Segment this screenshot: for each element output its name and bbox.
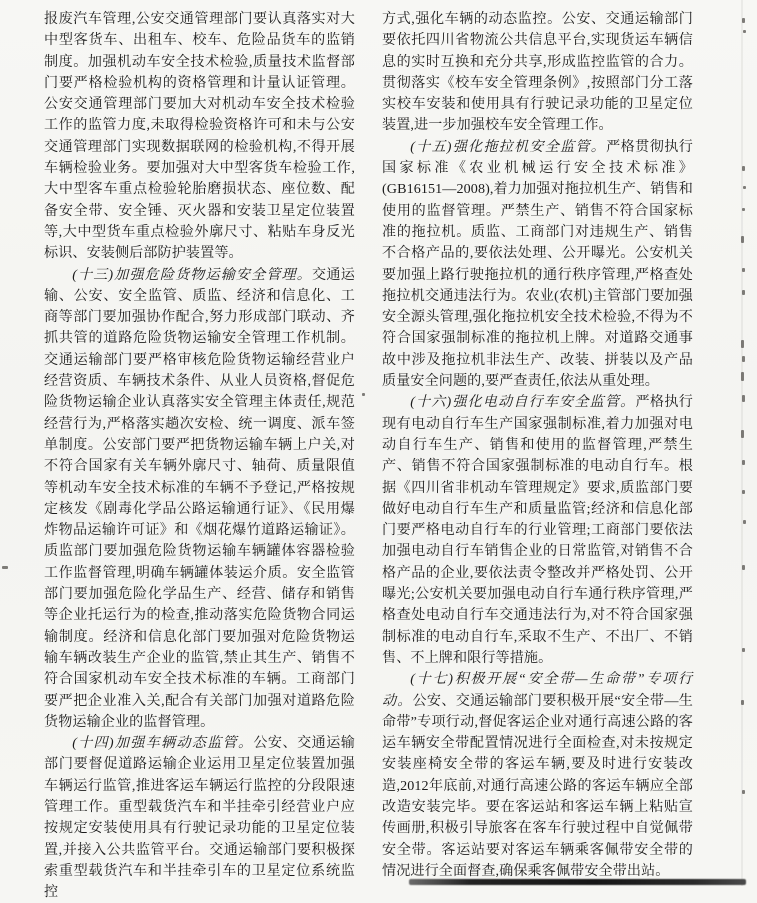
section-17-body: 公安、交通运输部门要积极开展“安全带—生命带”专项行动,督促客运企业对通行高速公路的客运车辆安全带配置情况进行全面检查,对未按规定安装座椅安全带的客运车辆,要及时进行安装改造,2012年底前,对通行高速公路的客运车辆应全部改造安装完毕。要在客运站和客运车辆上粘贴宣传画册,积极引导旅客在客车行驶过程中自觉佩带安全带。客运站要对客运车辆乘客佩带安全带的情况进行全面督查,确保乘客佩带安全带出站。 — [382, 692, 693, 879]
scan-speck — [741, 236, 744, 243]
left-text-column — [44, 9, 355, 903]
scan-speck — [741, 430, 744, 438]
paragraph-section-14 — [44, 733, 355, 903]
scan-speck — [742, 490, 745, 494]
paragraph-section-16 — [382, 392, 693, 669]
paragraph-continuation-scrap-vehicles — [44, 9, 355, 265]
section-14-body: 公安、交通运输部门要督促道路运输企业运用卫星定位装置加强车辆运行监管,推进客运车辆运行监控的分段限速管理工作。重型载货汽车和半挂牵引经营业户应按规定安装使用具有行驶记录功能的卫星定位装置,并接入公共监管平台。交通运输部门要积极探索重型载货汽车和半挂牵引车的卫星定位系统监控 — [44, 735, 355, 901]
scan-speck — [742, 268, 745, 272]
scan-speck — [743, 520, 746, 524]
paragraph-text: 报废汽车管理,公安交通管理部门要认真落实对大中型客货车、出租车、校车、危险品货车的监销制度。加强机动车安全技术检验,质量技术监督部门要严格检验机构的资格管理和计量认证管理。公安交通管理部门要加大对机动车安全技术检验工作的监管力度,未取得检验资格许可和未与公安交通管理部门实现数据联网的检验机构,不得开展车辆检验业务。要加强对大中型客货车检验工作,大中型客车重点检验轮胎磨损状态、座位数、配备安全带、安全锤、灭火器和安装卫星定位装置等,大中型货车重点检验外廓尺寸、粘贴车身反光标识、安装侧后部防护装置等。 — [44, 11, 355, 262]
scan-speck — [743, 30, 746, 33]
scan-speck — [743, 186, 746, 189]
scan-speck — [742, 166, 745, 171]
section-14-heading: (十四)加强车辆动态监管。 — [72, 735, 254, 752]
paragraph-continuation-dynamic-monitoring — [382, 9, 693, 137]
scan-speck — [742, 460, 745, 465]
scan-artifact-bottom-bar — [409, 879, 746, 885]
scan-speck — [741, 700, 744, 705]
scan-speck — [742, 790, 745, 794]
paragraph-section-13 — [44, 265, 355, 734]
paragraph-text: 方式,强化车辆的动态监控。公安、交通运输部门要依托四川省物流公共信息平台,实现货运车辆信息的实时互换和充分共享,形成监控监管的合力。贯彻落实《校车安全管理条例》,按照部门分工落实校车安装和使用具有行驶记录功能的卫星定位装置,进一步加强校车安全管理工作。 — [382, 11, 693, 134]
right-text-column — [382, 9, 693, 882]
scan-speck — [742, 18, 745, 23]
scan-speck — [742, 208, 745, 211]
scan-speck — [741, 340, 744, 348]
scan-speck — [742, 290, 745, 295]
section-16-heading: (十六)强化电动自行车安全监管。 — [410, 394, 636, 411]
scan-page-edge-shadow — [741, 0, 743, 886]
scan-speck — [741, 372, 744, 381]
section-17-heading: (十七)积极开展“安全带—生命带”专项行动。 — [382, 671, 693, 709]
scan-speck — [742, 648, 745, 652]
section-16-body: 严格执行现有电动自行车生产国家强制标准,着力加强对电动自行车生产、销售和使用的监督管理,严禁生产、销售不符合国家强制标准的电动自行车。根据《四川省非机动车管理规定》要求,质监部门要做好电动自行车生产和质量监管;经济和信息化部门要严格电动自行车的行业管理;工商部门要依法加强电动自行车销售企业的日常监管,对销售不合格产品的企业,要依法责令整改并严格处罚、公开曝光;公安机关要加强电动自行车通行秩序管理,严格查处电动自行车交通违法行为,对不符合国家强制标准的电动自行车,采取不生产、不出厂、不销售、不上牌和限行等措施。 — [382, 394, 693, 666]
scan-speck — [742, 356, 745, 362]
section-15-body: 严格贯彻执行国家标准《农业机械运行安全技术标准》(GB16151—2008),着力加强对拖拉机生产、销售和使用的监督管理。严禁生产、销售不符合国家标准的拖拉机。质监、工商部门对违规生产、销售不合格产品的,要依法处理、公开曝光。公安机关要加强上路行驶拖拉机的通行秩序管理,严格查处拖拉机交通违法行为。农业(农机)主管部门要加强安全源头管理,强化拖拉机安全技术检验,不得为不符合国家强制标准的拖拉机上牌。对道路交通事故中涉及拖拉机非法生产、改装、拼装以及产品质量安全问题的,要严查责任,依法从重处理。 — [382, 138, 693, 390]
scan-speck — [362, 393, 365, 396]
scan-speck — [742, 395, 745, 402]
section-13-heading: (十三)加强危险货物运输安全管理。 — [72, 266, 312, 283]
paragraph-section-15 — [382, 137, 693, 393]
paragraph-section-17 — [382, 669, 693, 882]
section-15-heading: (十五)强化拖拉机安全监管。 — [410, 138, 607, 155]
scan-speck — [742, 565, 745, 570]
section-13-body: 交通运输、公安、安全监管、质监、经济和信息化、工商等部门要加强协作配合,努力形成部门联动、齐抓共管的道路危险货物运输安全管理工作机制。交通运输部门要严格审核危险货物运输经营业户经营资质、车辆技术条件、从业人员资格,督促危险货物运输企业认真落实安全管理主体责任,规范经营行为,严格落实趟次安检、统一调度、派车签单制度。公安部门要严把货物运输车辆上户关,对不符合国家有关车辆外廓尺寸、轴荷、质量限值等机动车安全技术标准的车辆不予登记,严格按规定核发《剧毒化学品公路运输通行证》、《民用爆炸物品运输许可证》和《烟花爆竹道路运输证》。质监部门要加强危险货物运输车辆罐体容器检验工作监督管理,明确车辆罐体装运介质。安全监管部门要加强危险化学品生产、经营、储存和销售等企业托运行为的检查,推动落实危险货物合同运输制度。经济和信息化部门要加强对危险货物运输车辆改装生产企业的监管,禁止其生产、销售不符合国家机动车安全技术标准的车辆。工商部门要严把企业准入关,配合有关部门加强对道路危险货物运输企业的监督管理。 — [44, 266, 355, 730]
scan-speck — [2, 566, 8, 569]
